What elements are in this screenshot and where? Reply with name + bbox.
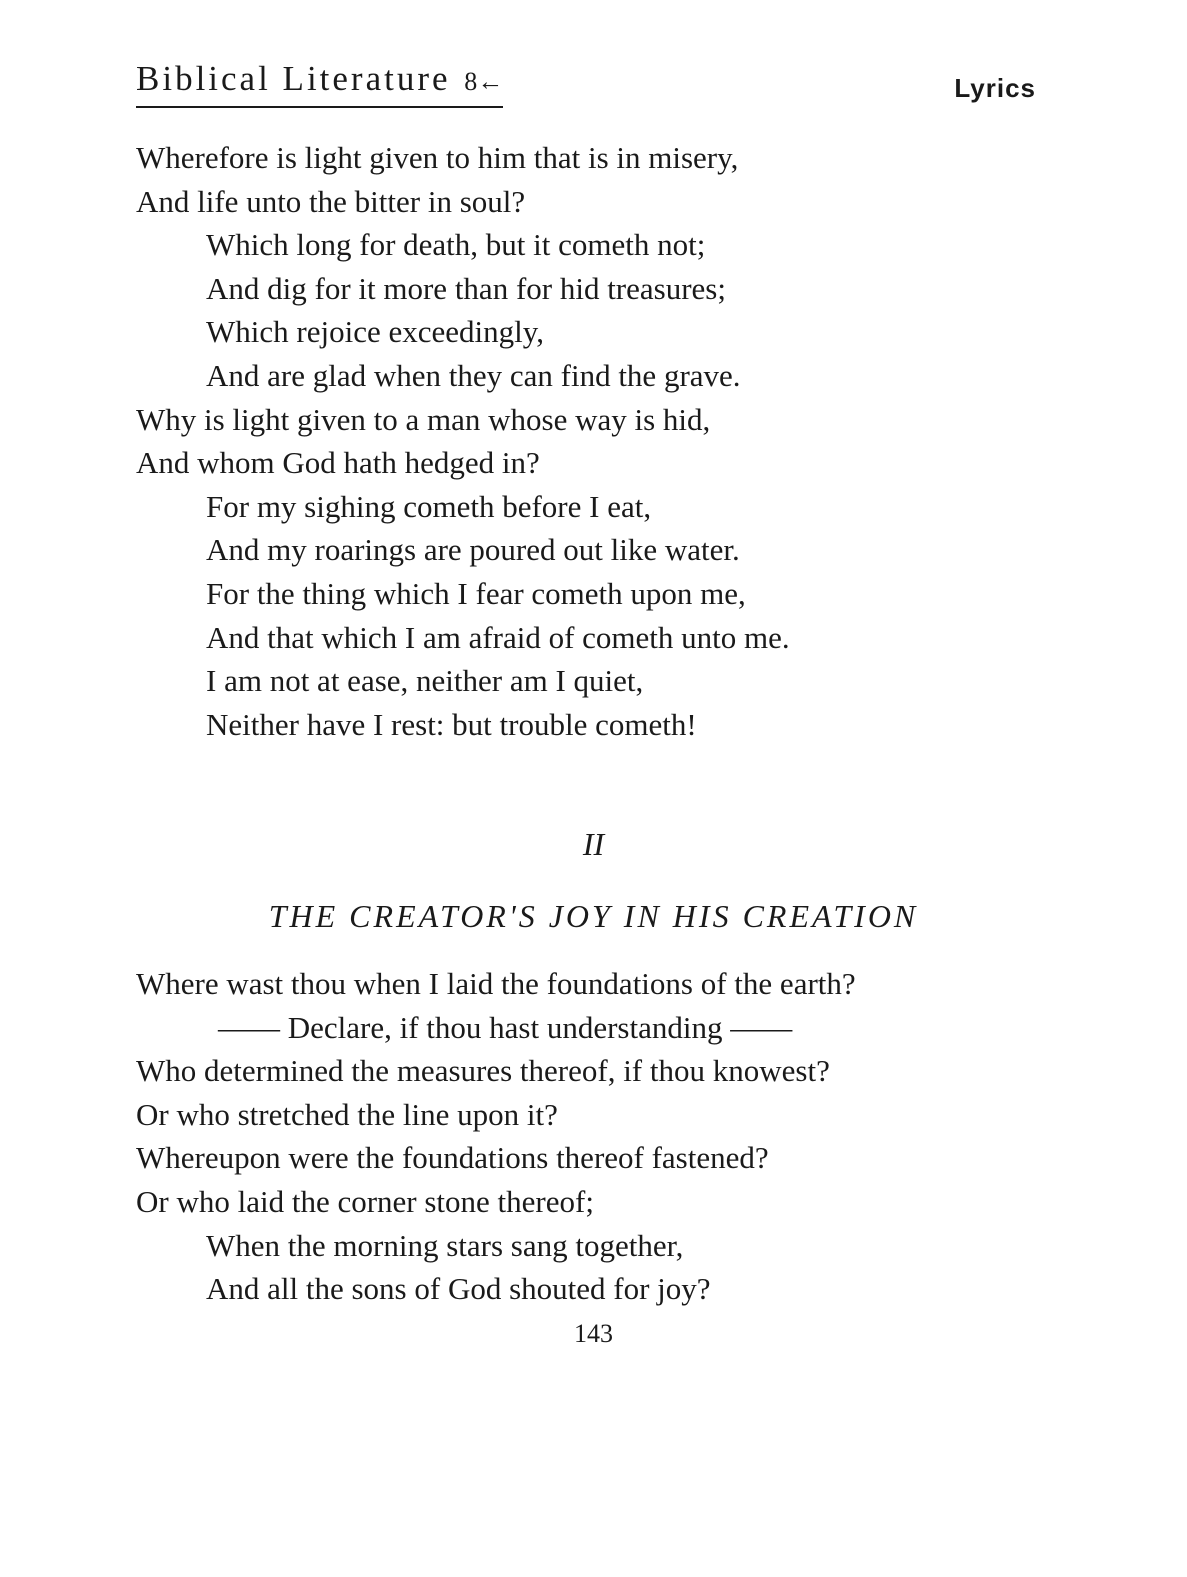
verse-line: And my roarings are poured out like water.: [206, 532, 740, 568]
verse-line: Which rejoice exceedingly,: [206, 314, 544, 350]
verse-line: Or who laid the corner stone thereof;: [136, 1183, 594, 1219]
verse-line: For the thing which I fear cometh upon me,: [206, 575, 746, 611]
stanza-first: [136, 136, 1056, 746]
verse-line: I am not at ease, neither am I quiet,: [206, 663, 644, 699]
verse-line: Who determined the measures thereof, if thou knowest?: [136, 1053, 830, 1089]
verse-line: Or who stretched the line upon it?: [136, 1096, 558, 1132]
verse-line: Why is light given to a man whose way is hid,: [136, 401, 711, 437]
running-head-title-text: Biblical Literature: [136, 59, 451, 98]
verse-line: Where wast thou when I laid the foundations of the earth?: [136, 966, 856, 1001]
verse-line: And that which I am afraid of cometh unto me.: [206, 619, 790, 655]
stanza-second: [136, 962, 1056, 1311]
verse-line: And all the sons of God shouted for joy?: [206, 1271, 711, 1307]
verse-line: And life unto the bitter in soul?: [136, 183, 526, 219]
running-head-title: [136, 58, 503, 108]
running-head: [136, 58, 1036, 108]
section-title: THE CREATOR'S JOY IN HIS CREATION: [268, 898, 919, 934]
page-number: 143: [574, 1319, 613, 1348]
verse-line: And whom God hath hedged in?: [136, 445, 540, 481]
verse-line: When the morning stars sang together,: [206, 1227, 684, 1263]
verse-line: Wherefore is light given to him that is in misery,: [136, 140, 739, 175]
verse-line: Which long for death, but it cometh not;: [206, 227, 706, 263]
ornament-icon: 8←: [464, 67, 504, 96]
verse-line: Neither have I rest: but trouble cometh!: [206, 706, 697, 742]
running-head-section: Lyrics: [954, 73, 1036, 103]
verse-line: And dig for it more than for hid treasures;: [206, 270, 726, 306]
verse-line: For my sighing cometh before I eat,: [206, 488, 652, 524]
verse-line: Whereupon were the foundations thereof fastened?: [136, 1140, 769, 1176]
verse-line: —— Declare, if thou hast understanding ——: [218, 1009, 793, 1045]
verse-line: And are glad when they can find the grave.: [206, 357, 741, 393]
section-number: II: [582, 826, 605, 862]
